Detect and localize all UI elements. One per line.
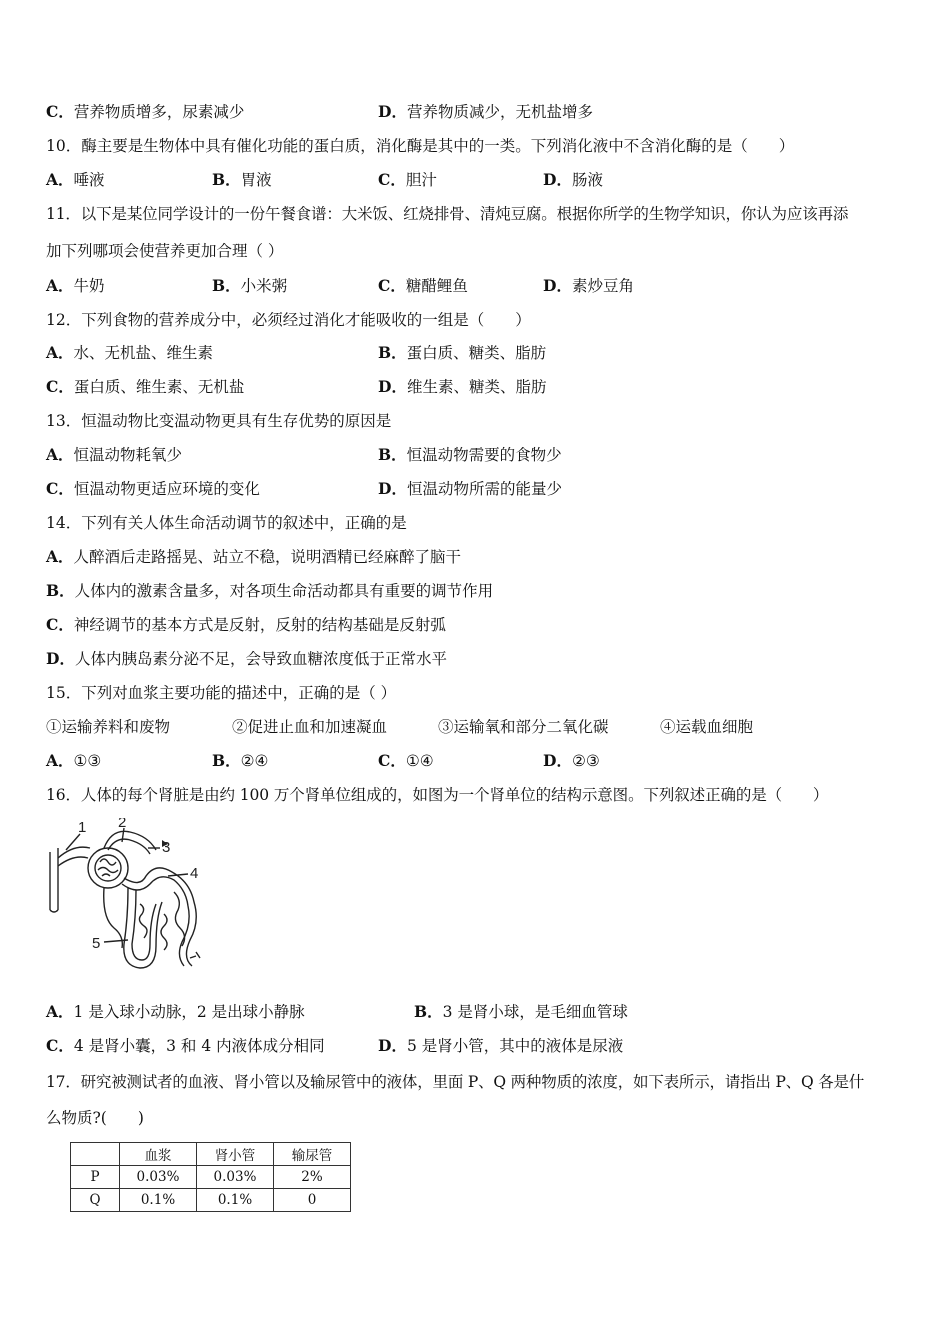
q9-option-d [378, 102, 593, 122]
option-key: B． [212, 751, 241, 770]
option-key: D． [378, 479, 407, 498]
option-key: C． [46, 377, 74, 396]
option-text: 素炒豆角 [571, 277, 634, 295]
option-text: 恒温动物需要的食物少 [406, 446, 562, 464]
q15-item-3: ③运输氧和部分二氧化碳 [438, 718, 609, 736]
diagram-label-2: 2 [118, 818, 127, 831]
q16-option-a [46, 1002, 305, 1022]
option-key: A． [46, 547, 74, 566]
option-key: B． [414, 1002, 443, 1021]
option-text: 胆汁 [405, 171, 437, 189]
option-text: 1 是入球小动脉，2 是出球小静脉 [73, 1003, 305, 1021]
q16-option-b [414, 1002, 628, 1022]
option-text: ②④ [240, 752, 269, 770]
option-key: C． [46, 102, 74, 121]
option-key: A． [46, 170, 74, 189]
option-text: 蛋白质、糖类、脂肪 [406, 344, 547, 362]
table-cell: 2% [274, 1166, 351, 1189]
option-text: 肠液 [571, 171, 603, 189]
q16-option-d [378, 1036, 623, 1056]
q13-option-d [378, 479, 562, 499]
option-key: D． [543, 276, 572, 295]
q11-stem-line2: 加下列哪项会使营养更加合理（ ） [46, 242, 284, 260]
option-key: A． [46, 343, 74, 362]
q17-stem-line2: 么物质?( ) [46, 1109, 144, 1127]
q15-option-b [212, 751, 268, 771]
q14-option-d [46, 649, 447, 669]
option-key: A． [46, 445, 74, 464]
option-key: D． [543, 751, 572, 770]
nephron-diagram [44, 818, 214, 978]
option-key: C． [46, 615, 74, 634]
option-text: 营养物质减少，无机盐增多 [406, 103, 593, 121]
q11-option-a [46, 276, 105, 296]
option-text: ②③ [571, 752, 600, 770]
table-cell: 0.03% [197, 1166, 274, 1189]
option-key: D． [378, 377, 407, 396]
option-key: A． [46, 751, 74, 770]
table-header-row [71, 1143, 351, 1166]
option-key: C． [46, 1036, 74, 1055]
q16-option-c [46, 1036, 325, 1056]
q12-option-c [46, 377, 244, 397]
q12-option-b [378, 343, 546, 363]
q15-option-a [46, 751, 101, 771]
option-text: 蛋白质、维生素、无机盐 [73, 378, 245, 396]
q10-option-b [212, 170, 272, 190]
table-cell: 0.1% [120, 1189, 197, 1212]
q15-item-1: ①运输养料和废物 [46, 718, 171, 736]
q12-stem: 12．下列食物的营养成分中，必须经过消化才能吸收的一组是（ ） [46, 311, 531, 329]
option-text: 小米粥 [240, 277, 288, 295]
q10-option-d [543, 170, 603, 190]
option-text: 恒温动物耗氧少 [73, 446, 183, 464]
option-text: ①③ [73, 752, 102, 770]
table-cell: Q [71, 1189, 120, 1212]
table-cell: 0.1% [197, 1189, 274, 1212]
q15-option-d [543, 751, 600, 771]
concentration-table [70, 1142, 351, 1212]
option-key: D． [378, 1036, 407, 1055]
q13-stem: 13．恒温动物比变温动物更具有生存优势的原因是 [46, 412, 392, 430]
option-key: B． [378, 343, 407, 362]
option-text: 人醉酒后走路摇晃、站立不稳，说明酒精已经麻醉了脑干 [73, 548, 462, 566]
q14-option-c [46, 615, 446, 635]
q11-option-b [212, 276, 287, 296]
table-row [71, 1189, 351, 1212]
option-key: A． [46, 1002, 74, 1021]
option-text: 维生素、糖类、脂肪 [406, 378, 547, 396]
diagram-label-1: 1 [78, 819, 87, 836]
q11-option-d [543, 276, 634, 296]
option-text: 营养物质增多，尿素减少 [73, 103, 245, 121]
q12-option-d [378, 377, 546, 397]
option-text: 恒温动物更适应环境的变化 [73, 480, 260, 498]
q13-option-c [46, 479, 260, 499]
q15-stem: 15．下列对血浆主要功能的描述中，正确的是（ ） [46, 684, 397, 702]
option-text: 水、无机盐、维生素 [73, 344, 214, 362]
q14-stem: 14．下列有关人体生命活动调节的叙述中，正确的是 [46, 514, 407, 532]
q9-option-c [46, 102, 244, 122]
table-header-cell [71, 1143, 120, 1166]
option-text: 人体内胰岛素分泌不足，会导致血糖浓度低于正常水平 [74, 650, 447, 668]
option-text: 人体内的激素含量多，对各项生命活动都具有重要的调节作用 [74, 582, 494, 600]
option-key: B． [212, 276, 241, 295]
q16-stem: 16．人体的每个肾脏是由约 100 万个肾单位组成的，如图为一个肾单位的结构示意图。下列叙述正确的是（ ） [46, 786, 829, 804]
option-key: B． [46, 581, 75, 600]
option-key: D． [378, 102, 407, 121]
q14-option-b [46, 581, 493, 601]
option-key: C． [378, 751, 406, 770]
q15-item-4: ④运载血细胞 [660, 718, 754, 736]
table-row [71, 1166, 351, 1189]
option-text: 糖醋鲤鱼 [405, 277, 468, 295]
option-text: 神经调节的基本方式是反射，反射的结构基础是反射弧 [73, 616, 446, 634]
q10-option-c [378, 170, 437, 190]
q10-stem: 10．酶主要是生物体中具有催化功能的蛋白质，消化酶是其中的一类。下列消化液中不含消化酶的是（ ） [46, 137, 795, 155]
q17-stem-line1: 17．研究被测试者的血液、肾小管以及输尿管中的液体，里面 P、Q 两种物质的浓度，如下表所示，请指出 P、Q 各是什 [46, 1073, 865, 1091]
q12-option-a [46, 343, 213, 363]
option-text: 唾液 [73, 171, 105, 189]
option-key: A． [46, 276, 74, 295]
option-text: 胃液 [240, 171, 272, 189]
diagram-label-3: 3 [162, 839, 171, 856]
q10-option-a [46, 170, 105, 190]
q15-item-2: ②促进止血和加速凝血 [232, 718, 388, 736]
option-text: 3 是肾小球，是毛细血管球 [442, 1003, 628, 1021]
option-text: 恒温动物所需的能量少 [406, 480, 562, 498]
option-text: 4 是肾小囊，3 和 4 内液体成分相同 [73, 1037, 325, 1055]
option-key: C． [378, 170, 406, 189]
q13-option-b [378, 445, 562, 465]
option-key: D． [543, 170, 572, 189]
option-text: 牛奶 [73, 277, 105, 295]
q14-option-a [46, 547, 461, 567]
table-header-cell: 血浆 [120, 1143, 197, 1166]
table-header-cell: 肾小管 [197, 1143, 274, 1166]
q11-option-c [378, 276, 468, 296]
option-key: C． [46, 479, 74, 498]
table-cell: 0.03% [120, 1166, 197, 1189]
option-text: ①④ [405, 752, 434, 770]
q13-option-a [46, 445, 182, 465]
diagram-label-4: 4 [190, 865, 199, 882]
table-header-cell: 输尿管 [274, 1143, 351, 1166]
q11-stem-line1: 11．以下是某位同学设计的一份午餐食谱：大米饭、红烧排骨、清炖豆腐。根据你所学的生物学知识，你认为应该再添 [46, 205, 849, 223]
option-key: B． [378, 445, 407, 464]
table-cell: 0 [274, 1189, 351, 1212]
table-cell: P [71, 1166, 120, 1189]
option-key: B． [212, 170, 241, 189]
option-key: C． [378, 276, 406, 295]
diagram-label-5: 5 [92, 935, 101, 952]
option-text: 5 是肾小管，其中的液体是尿液 [406, 1037, 624, 1055]
q15-option-c [378, 751, 434, 771]
option-key: D． [46, 649, 75, 668]
